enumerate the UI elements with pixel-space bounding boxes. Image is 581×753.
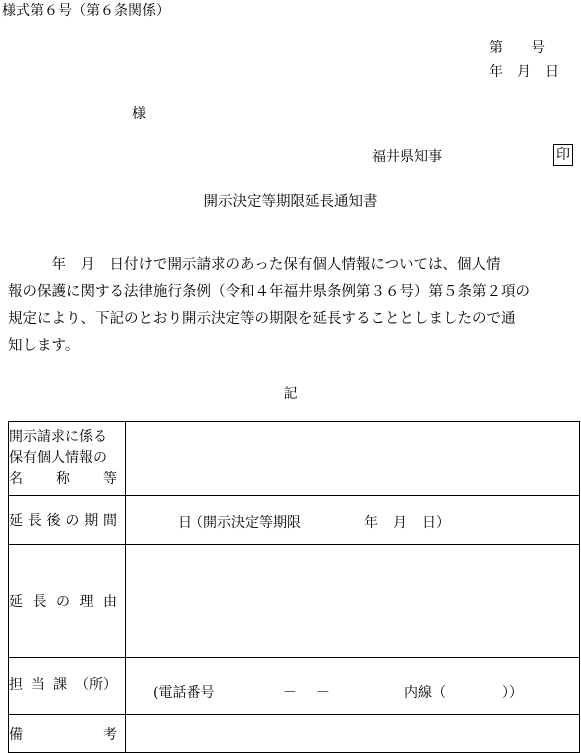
label-char: 延 <box>9 594 23 610</box>
addressee-suffix: 様 <box>132 106 146 122</box>
issuer-name: 福井県知事 <box>372 149 442 165</box>
disclosure-deadline-label: （開示決定等期限 <box>189 515 301 531</box>
body-line: 規定により、下記のとおり開示決定等の期限を延長することとしましたので通 <box>8 311 516 327</box>
extension-label: 内線（ <box>404 685 446 701</box>
extension-close: ）） <box>502 685 523 701</box>
day-close-label: 日） <box>422 515 450 531</box>
label-char: 延 <box>9 513 23 529</box>
table-row-reason <box>9 545 580 658</box>
body-line: 知します。 <box>8 338 80 354</box>
table-row-extended-period <box>9 496 580 545</box>
value-extended-period[interactable] <box>126 496 580 545</box>
label-document-name <box>9 422 126 496</box>
label-char: 間 <box>102 513 117 529</box>
label-char: 理 <box>79 594 94 610</box>
form-number: 様式第６号（第６条関係） <box>2 3 170 19</box>
phone-dash: － <box>283 685 297 701</box>
body-paragraph <box>8 252 578 360</box>
label-char: 称 <box>56 471 70 487</box>
label-char: （所） <box>75 677 117 693</box>
value-document-name[interactable] <box>126 422 580 496</box>
document-title: 開示決定等期限延長通知書 <box>203 194 378 210</box>
label-char: 期 <box>84 513 99 529</box>
table-row-department <box>9 658 580 715</box>
label-char: 名 <box>9 471 23 487</box>
value-remarks[interactable] <box>126 715 580 753</box>
label-char: 担 <box>9 677 23 693</box>
label-line: 開示請求に係る <box>9 429 107 445</box>
label-remarks <box>9 715 126 753</box>
ki-heading: 記 <box>283 386 298 402</box>
label-reason <box>9 545 126 658</box>
date-label: 年 月 日 <box>489 64 559 80</box>
label-char: の <box>56 594 70 610</box>
label-char: 当 <box>31 677 45 693</box>
label-line: 保有個人情報の <box>9 450 107 466</box>
label-char: 考 <box>103 726 117 743</box>
label-line <box>9 469 117 490</box>
label-char: 後 <box>46 513 61 529</box>
year-label: 年 <box>364 515 378 531</box>
document-number-label: 第 号 <box>489 40 545 56</box>
label-char: 課 <box>53 677 67 693</box>
label-extended-period <box>9 496 126 545</box>
seal-box: 印 <box>553 144 573 166</box>
label-char: 由 <box>103 594 117 610</box>
label-char: の <box>65 513 80 529</box>
value-department[interactable] <box>126 658 580 715</box>
label-char: 等 <box>103 471 117 487</box>
label-char: 備 <box>9 726 23 743</box>
value-reason[interactable] <box>126 545 580 658</box>
label-department <box>9 658 126 715</box>
label-char: 長 <box>27 513 42 529</box>
label-char: 長 <box>32 594 47 610</box>
details-table <box>8 421 580 753</box>
table-row-remarks <box>9 715 580 753</box>
month-label: 月 <box>393 515 407 531</box>
day-label: 日 <box>178 515 192 531</box>
table-row-document-name <box>9 422 580 496</box>
phone-label: (電話番号 <box>153 685 215 701</box>
body-line: 年 月 日付けで開示請求のあった保有個人情報については、個人情 <box>8 257 501 273</box>
phone-dash: － <box>316 685 330 701</box>
body-line: 報の保護に関する法律施行条例（令和４年福井県条例第３６号）第５条第２項の <box>8 284 530 300</box>
